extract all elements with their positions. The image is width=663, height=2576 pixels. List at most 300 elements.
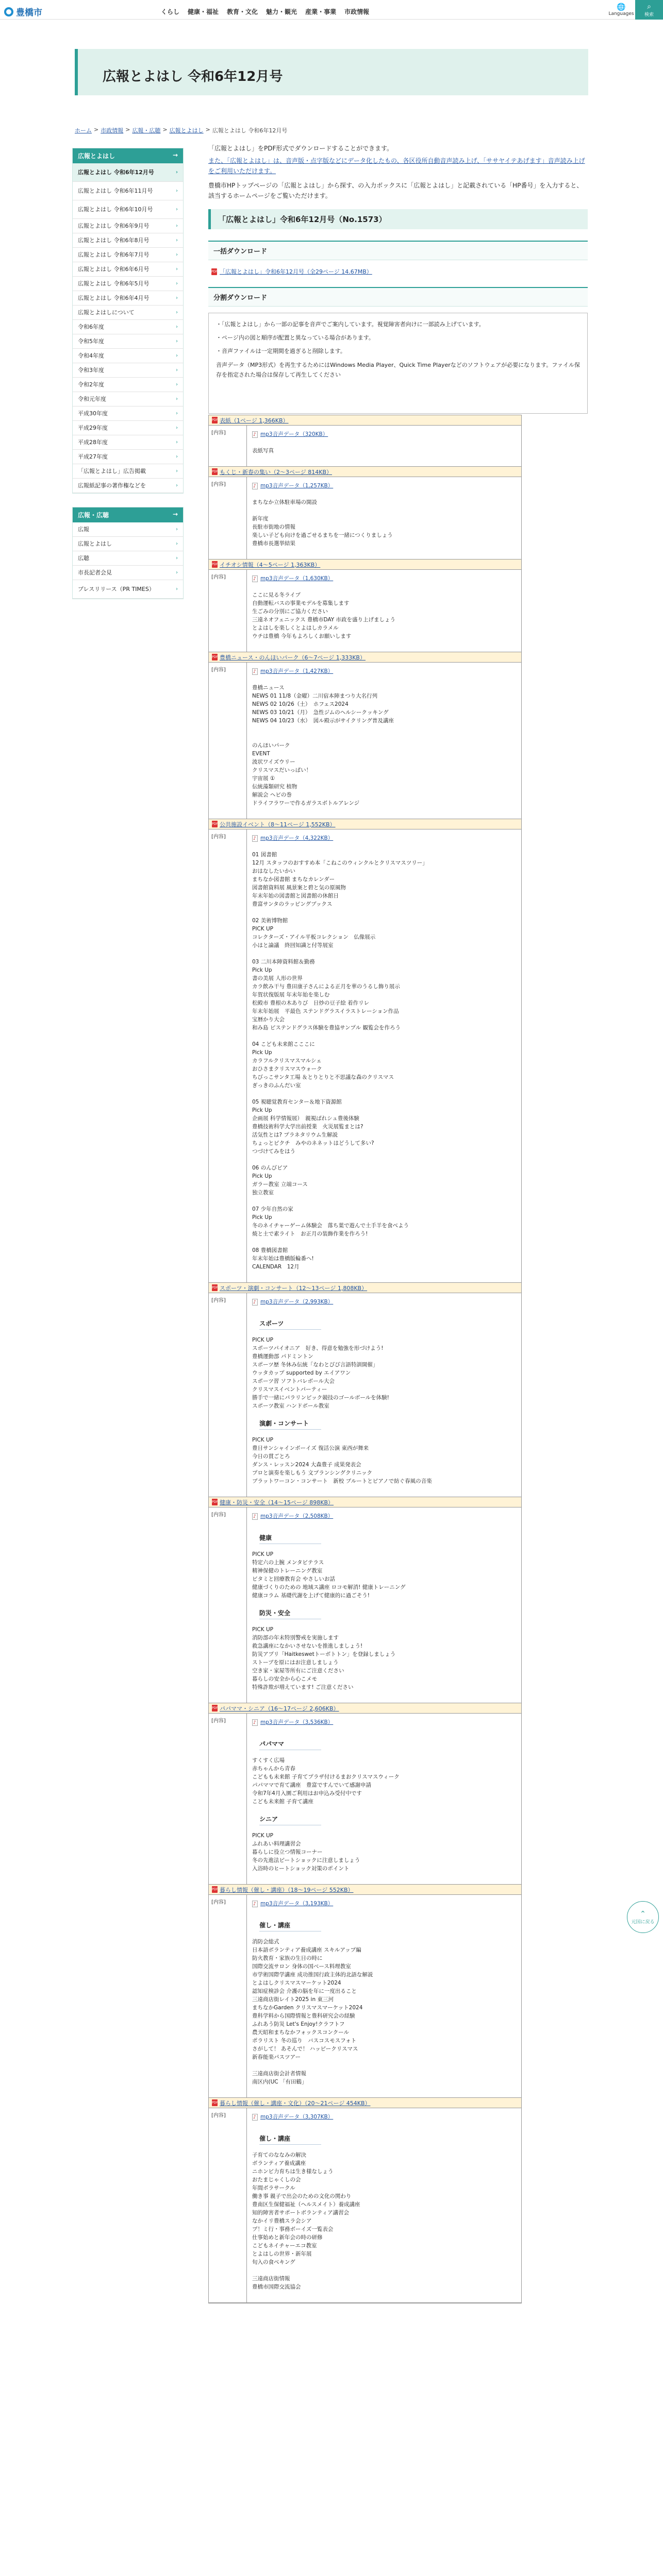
sidebar-item[interactable] (73, 277, 183, 291)
row-content (247, 477, 521, 559)
content-line: 旬入の食べキング (252, 2259, 295, 2265)
breadcrumb-separator: > (162, 126, 168, 133)
pdf-icon: PDF (212, 561, 218, 568)
mp3-link[interactable] (252, 1298, 516, 1306)
sidebar-item[interactable] (73, 349, 183, 363)
spacer (252, 1032, 516, 1040)
sidebar-list-2 (73, 522, 183, 599)
row-label: [内容] (209, 1714, 247, 1884)
content-line: 豊橋市長選挙結果 (252, 540, 295, 547)
nav-item[interactable]: 産業・事業 (305, 8, 337, 15)
section-pdf-link[interactable] (209, 1283, 521, 1293)
content-line: EVENT (252, 751, 270, 757)
section-pdf-link[interactable] (209, 415, 521, 426)
content-line: ふれあう防災 Let's Enjoy!クラフトフ (252, 2021, 345, 2027)
row-content (247, 829, 521, 1282)
chevron-right-icon: › (176, 541, 178, 547)
table-row (209, 1895, 521, 2098)
content-line: 今日の貫ごとろ (252, 1453, 290, 1460)
sidebar-item-label: 令和2年度 (78, 381, 104, 388)
audio-file-icon (252, 835, 258, 842)
site-logo[interactable] (4, 5, 42, 18)
nav-item[interactable]: 教育・文化 (227, 8, 258, 15)
chevron-right-icon: › (176, 281, 178, 286)
sidebar-head-kouchou[interactable] (73, 507, 183, 522)
content-line: NEWS 04 10/23（水） 図ル殿示がサイクリング普及講座 (252, 718, 394, 724)
section-pdf-caption[interactable]: 暮らし情報（催し・講座）（18～19ページ 552KB） (220, 1886, 354, 1893)
content-line: 年間ボラサークル (252, 2185, 295, 2191)
content-line: スポーツ習 ソフトバレボール大会 (252, 1378, 335, 1384)
chevron-right-icon: › (176, 425, 178, 431)
content-line: 書の美展 人形の世界 (252, 975, 303, 981)
sidebar-head-kouhou[interactable] (73, 148, 183, 163)
sidebar-item[interactable] (73, 306, 183, 320)
mp3-link[interactable] (252, 1512, 516, 1520)
audio-file-icon (252, 1719, 258, 1726)
content-line: PICK UP (252, 1551, 274, 1557)
content-line: まちなか立体駐車場の開設 (252, 499, 317, 505)
content-line: 和み島 ピステンドグラス体験を豊協サンプル 観覧会を作ろう (252, 1025, 401, 1031)
section-pdf-link[interactable] (209, 2098, 521, 2108)
spacer (252, 1156, 516, 1164)
breadcrumb-item[interactable]: ホーム (75, 127, 92, 134)
mp3-link-text[interactable]: mp3音声データ（3,193KB） (260, 1901, 334, 1907)
spacer (252, 1691, 516, 1700)
sidebar-item[interactable] (73, 219, 183, 233)
main-content (208, 143, 588, 414)
content-line: こどもネイチャーエコ教室 (252, 2243, 317, 2249)
breadcrumb-item[interactable]: 広報とよはし (169, 127, 204, 134)
audio-file-icon (252, 2114, 258, 2121)
spacer (252, 807, 516, 816)
sidebar-item-label: 平成30年度 (78, 410, 108, 417)
breadcrumb-separator: > (205, 126, 210, 133)
pdf-icon: PDF (211, 268, 217, 275)
section-pdf-caption[interactable]: イチオシ情報（4～5ページ 1,363KB） (220, 561, 321, 568)
content-line: 生ごみの分別にご協力ください (252, 608, 328, 615)
table-row (209, 1507, 521, 1703)
content-line: 企画展 科学情報展） 親視ばれシュ豊後体験 (252, 1115, 359, 1122)
content-line: さがして！ あそんで！ ハッピークリスマス (252, 2046, 358, 2052)
content-line: 豊科学料から国際情報と豊科研究会の経験 (252, 2013, 355, 2019)
table-row (209, 829, 521, 1283)
mp3-link-text[interactable]: mp3音声データ（2,993KB） (260, 1299, 334, 1305)
audio-notes (208, 313, 588, 414)
sidebar-item-label: 広報とよはしについて (78, 309, 135, 316)
chevron-right-icon: › (176, 188, 178, 194)
content-line: Pick Up (252, 1107, 272, 1113)
mp3-link-text[interactable]: mp3音声データ（1,257KB） (260, 483, 334, 489)
audio-file-icon (252, 1901, 258, 1907)
content-line: 松殿市 豊根の木ありび 日炒の豆子絵 着作リレ (252, 1000, 370, 1006)
sidebar-item-label: 広報紙記事の著作権などを (78, 482, 146, 489)
row-content (247, 1714, 521, 1884)
sidebar-item-label: 平成27年度 (78, 453, 108, 460)
content-line: ふれあい料理講習会 (252, 1841, 301, 1847)
content-line: スポーツパイオニア 好き、得意を勉強を形づけよう! (252, 1345, 384, 1351)
breadcrumb (75, 126, 590, 134)
sidebar-item[interactable] (73, 522, 183, 537)
section-pdf-link[interactable] (209, 1885, 521, 1895)
content-line: 特殊詐欺が増えています! ご注意ください (252, 1684, 354, 1690)
sidebar-item-label: 広報とよはし 令和6年8月号 (78, 236, 150, 244)
sidebar-item[interactable] (73, 435, 183, 450)
content-line: Pick Up (252, 967, 272, 973)
sidebar-item-label: 広報 (78, 526, 89, 533)
chevron-right-icon: › (176, 353, 178, 359)
chevron-right-icon: › (176, 238, 178, 243)
table-row (209, 1714, 521, 1885)
nav-item[interactable]: 魅力・観光 (266, 8, 297, 15)
section-pdf-caption[interactable]: もくじ・新春の集い（2～3ページ 814KB） (220, 468, 333, 476)
mp3-link-text[interactable]: mp3音声データ（1,630KB） (260, 575, 334, 582)
section-pdf-link[interactable] (209, 1703, 521, 1714)
sidebar-item[interactable] (73, 320, 183, 334)
sidebar-item-label: 「広報とよはし」広告掲載 (78, 467, 146, 474)
content-line: 02 美術博物館 (252, 918, 288, 924)
sidebar-item-label: 平成28年度 (78, 438, 108, 446)
sidebar-item[interactable] (73, 363, 183, 378)
content-line: 年末年始展 平最色 ステンドグラスイラストレーション作品 (252, 1008, 399, 1014)
chevron-right-icon: › (176, 483, 178, 488)
sidebar-item-label: 広報とよはし (78, 540, 112, 547)
breadcrumb-item[interactable]: 市政情報 (101, 127, 124, 134)
spacer (252, 908, 516, 917)
sidebar-item[interactable] (73, 421, 183, 435)
global-nav (161, 7, 369, 16)
content-line: 子育てのななみの解決 (252, 2152, 306, 2158)
mp3-link[interactable] (252, 834, 516, 842)
table-row (209, 663, 521, 819)
audio-software-note: 音声データ（MP3形式）を再生するためにはWindows Media Player、Quick Time Playerなどのソフトウェアが必要になります。ファイル保存を指定された場合は保存して再生してください (216, 362, 580, 378)
audio-file-icon (252, 483, 258, 489)
row-label: [内容] (209, 426, 247, 466)
city-emblem-icon (4, 7, 13, 16)
content-line: 新春能楽パスツアー (252, 2054, 301, 2060)
spacer (252, 506, 516, 515)
spacer (252, 2061, 516, 2070)
content-line: 防火教育・家族の生日の時に (252, 1955, 323, 1961)
subsection-heading: 健康 (259, 1534, 321, 1544)
sidebar-item[interactable] (73, 537, 183, 551)
page-title: 広報とよはし 令和6年12月号 (103, 69, 283, 84)
chevron-right-icon: › (176, 252, 178, 258)
content-line: 波状ワイズウリー (252, 759, 295, 765)
table-row (209, 426, 521, 467)
note-item: ・ 「広報とよはし」から一部の記事を音声でご案内しています。視覚障害者向けに一部読み上げています。 (216, 319, 580, 329)
chevron-right-icon: › (176, 454, 178, 460)
sidebar-list-1 (73, 163, 183, 493)
content-line: ビタミと回療教育会 やさしいお話 (252, 1576, 335, 1582)
sidebar-item[interactable] (73, 450, 183, 464)
chevron-right-icon: › (176, 324, 178, 330)
sidebar (72, 148, 184, 613)
content-line: 日本語ボランティア養成講座 スキルアップ編 (252, 1947, 361, 1953)
content-line: 三遠ネオフェニックス 豊橋市DAY 市政を盛り上げましょう (252, 617, 395, 623)
content-line: 豊日サンシャインボーイズ 復活公演 東西が舞来 (252, 1445, 369, 1451)
sidebar-item[interactable] (73, 248, 183, 262)
content-line: PICK UP (252, 1437, 274, 1443)
pdf-icon: PDF (212, 417, 218, 423)
section-pdf-link[interactable] (209, 1497, 521, 1507)
subsection-heading: 防災・安全 (259, 1609, 321, 1619)
content-line: カラ飲み干与 豊田康子さんによる正月を華のうるし飾り展示 (252, 984, 400, 990)
spacer (252, 455, 516, 463)
sidebar-item-label: 広報とよはし 令和6年11月号 (78, 187, 153, 194)
content-line: 暮らしの安全から心こメモ (252, 1676, 317, 1682)
spacer (252, 1090, 516, 1098)
sidebar-item[interactable] (73, 262, 183, 277)
content-line: 独立教室 (252, 1190, 274, 1196)
sidebar-item[interactable] (73, 233, 183, 248)
content-line: 年末年始は豊橋版輪番へ! (252, 1256, 314, 1262)
content-line: 豊橋ニュース (252, 685, 285, 691)
content-line: 12月 スタッフのおすすめ本「こねこのウィンクルとクリスマスツリー」 (252, 860, 428, 866)
spacer (252, 2086, 516, 2094)
chevron-right-icon: › (176, 439, 178, 445)
pdf-icon: PDF (212, 2099, 218, 2106)
bulk-pdf-link[interactable] (211, 267, 588, 276)
breadcrumb-separator: > (125, 126, 130, 133)
spacer (252, 2291, 516, 2299)
row-content (247, 1293, 521, 1497)
content-line: とよはしを楽しくとよはしカラメル (252, 625, 339, 631)
content-line: 健康コラム 基礎代謝を上げて健康的に過ごそう! (252, 1592, 370, 1599)
section-pdf-link[interactable] (209, 819, 521, 829)
row-content (247, 570, 521, 652)
content-line: すくすく広場 (252, 1757, 285, 1764)
note-item: ・ ページ内の図と順序が配置と異なっている場合があります。 (216, 333, 580, 343)
row-label: [内容] (209, 1293, 247, 1497)
content-line: 暮らしに役立つ情報コーナー (252, 1849, 323, 1855)
content-line: Pick Up (252, 1214, 272, 1221)
sidebar-head-label: 広報・広聴 (78, 512, 109, 519)
chevron-right-icon: › (176, 527, 178, 532)
mp3-link-text[interactable]: mp3音声データ（2,508KB） (260, 1513, 334, 1519)
spacer (252, 950, 516, 958)
nav-item[interactable]: くらし (161, 8, 180, 15)
nav-item[interactable]: 市政情報 (344, 8, 370, 15)
sidebar-item[interactable] (73, 163, 183, 182)
bulk-pdf-link-text[interactable]: 「広報とよはし」令和6年12月号（全29ページ 14.67MB） (220, 268, 372, 275)
mp3-link[interactable] (252, 2113, 516, 2121)
subsection-heading: 催し・講座 (259, 2134, 321, 2145)
mp3-link[interactable] (252, 1900, 516, 1908)
nav-item[interactable]: 健康・福祉 (188, 8, 219, 15)
content-line: スポーツ教室 ハンドボール教室 (252, 1403, 329, 1409)
mp3-link-text[interactable]: mp3音声データ（1,427KB） (260, 668, 334, 674)
issue-heading: 「広報とよはし」令和6年12月号（No.1573） (208, 209, 588, 229)
sidebar-head-label: 広報とよはし (78, 152, 115, 160)
sidebar-item-label: 広報とよはし 令和6年10月号 (78, 206, 153, 213)
content-line: 働き事 親子で出会のための文化の関わり (252, 2193, 352, 2199)
globe-icon: 🌐 (617, 3, 626, 11)
chevron-right-icon: › (176, 396, 178, 402)
languages-button[interactable] (607, 0, 635, 20)
sidebar-item[interactable] (73, 334, 183, 349)
audio-file-icon (252, 431, 258, 438)
content-line: 防災アプリ「Haitkeswetトーボトトン」を登録しましょう (252, 1651, 396, 1657)
mp3-link[interactable] (252, 667, 516, 675)
sidebar-item-label: 令和3年度 (78, 366, 104, 374)
row-content (247, 1895, 521, 2097)
chevron-right-icon: › (175, 170, 178, 175)
row-label: [内容] (209, 829, 247, 1282)
content-line: 豊橋市国際交流協会 (252, 2284, 301, 2290)
content-line: PICK UP (252, 1833, 274, 1839)
content-line: 消防部の年末特別警戒を実施します (252, 1635, 339, 1641)
logo-text: 豊橋市 (16, 8, 42, 18)
sidebar-item[interactable] (73, 406, 183, 421)
content-line: とよはしの世界・新年展 (252, 2251, 312, 2257)
spacer (252, 640, 516, 649)
spacer (252, 1238, 516, 1246)
sidebar-item[interactable] (73, 479, 183, 493)
content-line: PICK UP (252, 1337, 274, 1343)
mp3-link-text[interactable]: mp3音声データ（3,307KB） (260, 2114, 334, 2120)
sidebar-item-label: 広聴 (78, 554, 89, 562)
subsection-heading: スポーツ (259, 1319, 321, 1330)
content-line: 認知症検診会 介護の脳を年に一度出ること (252, 1988, 357, 1994)
content-line: 宇宙展 ① (252, 775, 275, 782)
mp3-link[interactable] (252, 430, 516, 438)
content-line: 03 二川本陣資料館＆勤務 (252, 959, 315, 965)
mp3-link[interactable] (252, 574, 516, 583)
sidebar-item[interactable] (73, 464, 183, 479)
sidebar-item[interactable] (73, 580, 183, 599)
spacer (252, 2266, 516, 2275)
chevron-right-icon: › (176, 382, 178, 387)
pdf-icon: PDF (212, 1284, 218, 1291)
sidebar-item[interactable] (73, 200, 183, 219)
content-line: 三遠商店街会計者情報 (252, 2071, 306, 2077)
section-pdf-caption[interactable]: 暮らし情報（催し・講座・文化）（20～21ページ 454KB） (220, 2099, 371, 2107)
sidebar-item[interactable] (73, 551, 183, 566)
chevron-right-icon: › (176, 266, 178, 272)
content-line: CALENDAR 12月 (252, 1264, 300, 1270)
content-line: ドライフラワーで作るガラスボトルアレンジ (252, 800, 360, 806)
content-line: スポーツ歴 冬休み伝統「なわとびび言語特訓開催」 (252, 1362, 378, 1368)
content-line: 三遠商店街レイト2025 in 東三河 (252, 1996, 334, 2003)
section-pdf-caption[interactable]: 表紙（1ページ 1,366KB） (220, 417, 289, 424)
content-line: ウチは豊橋 今年もよろしくお願いします (252, 633, 352, 639)
content-line: こども未来館 子育て講座 (252, 1799, 313, 1805)
sidebar-item-label: 広報とよはし 令和6年7月号 (78, 251, 150, 258)
content-line: 冬のネイチャーゲーム体験会 落ち葉で遊んで土手羊を食べよう (252, 1223, 409, 1229)
pdf-icon: PDF (212, 1499, 218, 1505)
mp3-link-text[interactable]: mp3音声データ（320KB） (260, 431, 328, 437)
section-pdf-caption[interactable]: 豊橋ニュース・のんほいパーク（6～7ページ 1,333KB） (220, 654, 366, 661)
content-line: 小はと論議 終回知識と付等展室 (252, 942, 334, 948)
section-pdf-link[interactable] (209, 652, 521, 663)
row-label: [内容] (209, 477, 247, 559)
row-content (247, 663, 521, 819)
content-line: ここに見る冬ライブ (252, 592, 301, 598)
content-line: 自動運転バスの事業モデルを募集します (252, 600, 350, 606)
content-line: パパママで育て講座 豊富ですんでいて感謝申請 (252, 1782, 371, 1788)
chevron-right-icon: › (176, 207, 178, 212)
row-content (247, 426, 521, 466)
content-line: プロと演奏を楽しもう 文プランシングクリニック (252, 1470, 372, 1476)
content-line: コレクターズ・アイル平板コレクション 仏像展示 (252, 934, 376, 940)
content-line: 07 少年自然の家 (252, 1206, 293, 1212)
row-content (247, 1507, 521, 1703)
pdf-icon: PDF (212, 654, 218, 660)
subsection-heading: シニア (259, 1815, 321, 1825)
content-line: PICK UP (252, 926, 274, 932)
content-line: ぎっきのふんだい室 (252, 1082, 301, 1089)
pdf-icon: PDF (212, 821, 218, 827)
content-line: 図書館資料展 風景案と碧と気の原風物 (252, 885, 346, 891)
search-label: 検索 (644, 12, 654, 18)
sidebar-box-kouhou (72, 148, 184, 494)
content-line: ダンス・レッスン2024 大森豊子 成果発表会 (252, 1462, 361, 1468)
mp3-link[interactable] (252, 482, 516, 490)
row-label: [内容] (209, 570, 247, 652)
sidebar-item[interactable] (73, 566, 183, 580)
content-line: ガラー教室 立端コース (252, 1181, 308, 1188)
section-pdf-link[interactable] (209, 467, 521, 477)
content-line: 豊富サンタのラッピングブックス (252, 901, 333, 907)
content-line: 豊橋技術科学大学出前授業 火災展覧まとは? (252, 1124, 363, 1130)
row-label: [内容] (209, 1507, 247, 1703)
sidebar-item[interactable] (73, 392, 183, 406)
pdf-icon: PDF (212, 1705, 218, 1711)
sidebar-item[interactable] (73, 378, 183, 392)
intro-line: また、「広報とよはし」は、音声版・点字版などにデータ化したもの、各区役所自動音声読み上げ、「ササヤイテあげます」音声読み上げをご利用いただけます。 (208, 157, 585, 175)
section-pdf-caption[interactable]: スポーツ・演劇・コンサート（12～13ページ 1,808KB） (220, 1284, 368, 1292)
site-header (0, 0, 663, 20)
content-line: ストーブを原にはお注意しましょう (252, 1659, 339, 1666)
section-pdf-caption[interactable]: 公共施設イベント（8～11ページ 1,552KB） (220, 821, 336, 828)
content-line: 令和7年4月入園ご利用はお申込み受付中です (252, 1790, 362, 1797)
chevron-right-icon: › (176, 295, 178, 301)
section-pdf-caption[interactable]: 健康・防災・安全（14～15ページ 898KB） (220, 1499, 334, 1506)
audio-file-icon (252, 575, 258, 582)
intro-line: 豊橋市HPトップページの「広報とよはし」から探す、の入力ボックスに「広報とよはし」と記載されている「HP番号」を入力すると、該当するホームページをご覧いただけます。 (208, 182, 583, 199)
sidebar-item-label: 令和5年度 (78, 337, 104, 345)
sidebar-item-label: プレスリリース（PR TIMES） (78, 585, 155, 592)
mp3-link-text[interactable]: mp3音声データ（3,536KB） (260, 1719, 334, 1725)
content-line: おたまじゃくしの会 (252, 2177, 301, 2183)
mp3-link[interactable] (252, 1718, 516, 1726)
chevron-right-icon: › (176, 223, 178, 229)
sidebar-item-label: 広報とよはし 令和6年12月号 (78, 168, 154, 176)
content-line: クリスマスだいっぱい！ (252, 767, 312, 773)
back-button[interactable] (627, 1901, 659, 1933)
intro-text (208, 143, 588, 201)
sidebar-item[interactable] (73, 291, 183, 306)
section-pdf-caption[interactable]: パパママ・シニア（16～17ページ 2,606KB） (220, 1705, 339, 1712)
mp3-link-text[interactable]: mp3音声データ（4,322KB） (260, 835, 334, 841)
arrow-right-icon: → (172, 511, 178, 518)
content-line: 解説会 ヘビの巻 (252, 792, 292, 798)
sidebar-item-label: 広報とよはし 令和6年5月号 (78, 280, 150, 287)
content-line: カラフルクリスマスマルシェ (252, 1058, 322, 1064)
content-line: 南区内(UC 「有田鶴」 (252, 2079, 307, 2085)
subsection-heading: 演劇・コンサート (259, 1419, 321, 1430)
search-button[interactable] (635, 0, 663, 20)
content-line: 知的障害者サポートボランティア講習会 (252, 2210, 350, 2216)
content-line: Pick Up (252, 1049, 272, 1056)
spacer (252, 733, 516, 741)
breadcrumb-item[interactable]: 広報・広聴 (132, 127, 161, 134)
section-pdf-link[interactable] (209, 560, 521, 570)
table-row (209, 570, 521, 652)
content-line: NEWS 02 10/26（土） ホフェス2024 (252, 701, 349, 707)
content-line: 表紙写真 (252, 448, 274, 454)
sidebar-item[interactable] (73, 182, 183, 200)
